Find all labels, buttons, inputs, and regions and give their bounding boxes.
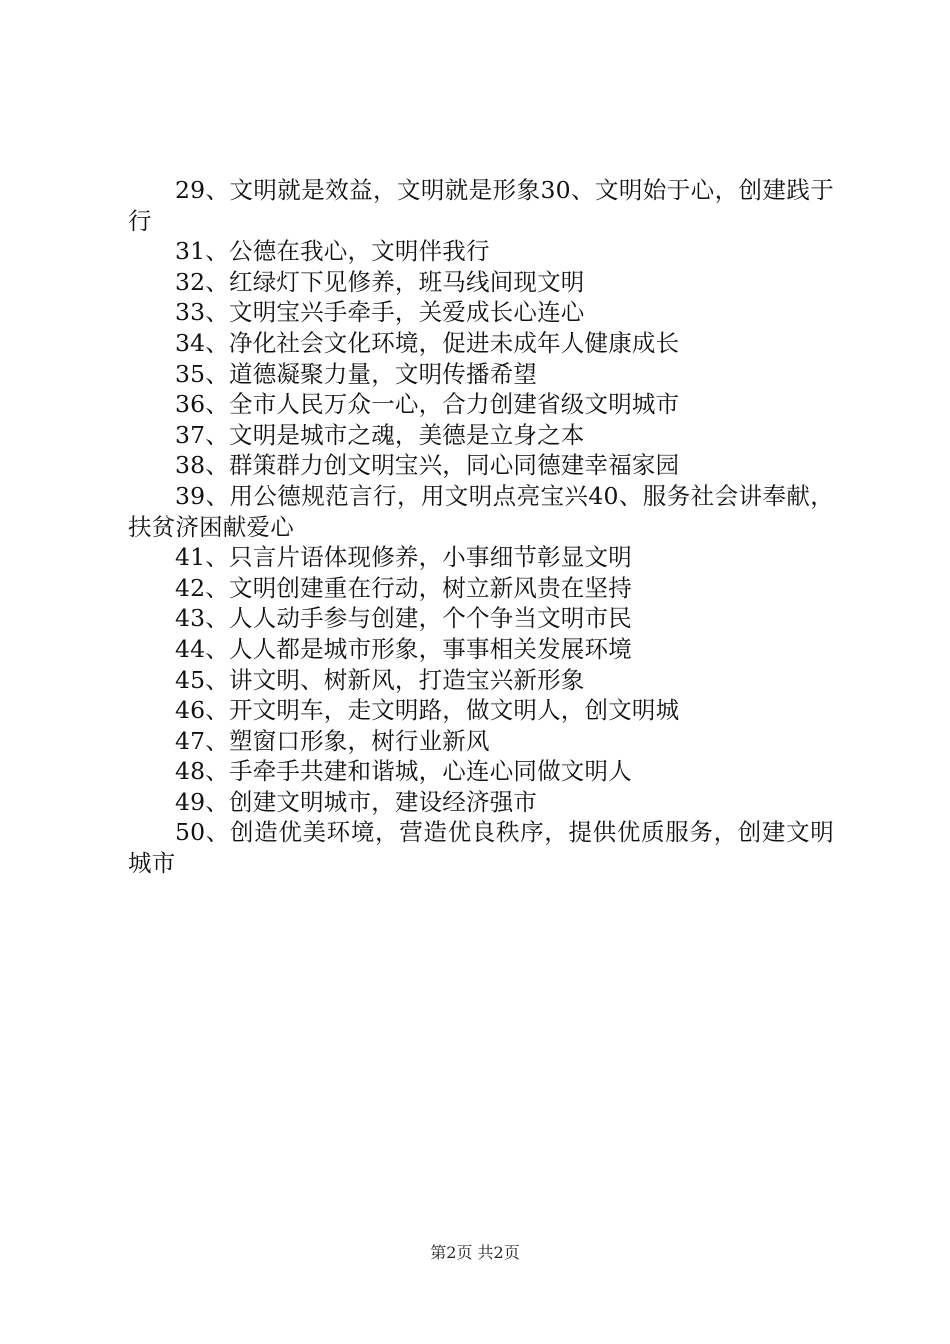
slogan-paragraph: 36、全市人民万众一心，合力创建省级文明城市 <box>175 390 680 419</box>
slogan-paragraph: 48、手牵手共建和谐城，心连心同做文明人 <box>175 757 632 786</box>
slogan-paragraph: 41、只言片语体现修养，小事细节彰显文明 <box>175 543 632 572</box>
slogan-paragraph: 34、净化社会文化环境，促进未成年人健康成长 <box>175 328 680 357</box>
slogan-paragraph: 42、文明创建重在行动，树立新风贵在坚持 <box>175 573 632 602</box>
slogan-paragraph: 33、文明宝兴手牵手，关爱成长心连心 <box>175 298 585 327</box>
slogan-paragraph: 39、用公德规范言行，用文明点亮宝兴40、服务社会讲奉献，扶贫济困献爱心 <box>128 481 834 541</box>
slogan-paragraph: 35、道德凝聚力量，文明传播希望 <box>175 359 538 388</box>
document-body <box>128 175 834 879</box>
slogan-paragraph: 32、红绿灯下见修养，班马线间现文明 <box>175 267 585 296</box>
slogan-paragraph: 38、群策群力创文明宝兴，同心同德建幸福家园 <box>175 451 680 480</box>
page-number: 第2页 <box>430 1243 473 1262</box>
slogan-paragraph: 49、创建文明城市，建设经济强市 <box>175 787 538 816</box>
slogan-paragraph: 43、人人动手参与创建，个个争当文明市民 <box>175 604 632 633</box>
page-footer <box>0 1243 950 1263</box>
slogan-paragraph: 44、人人都是城市形象，事事相关发展环境 <box>175 634 632 663</box>
slogan-paragraph: 50、创造优美环境，营造优良秩序，提供优质服务，创建文明城市 <box>128 818 834 878</box>
slogan-paragraph: 31、公德在我心，文明伴我行 <box>175 237 490 266</box>
slogan-paragraph: 47、塑窗口形象，树行业新风 <box>175 726 490 755</box>
slogan-paragraph: 29、文明就是效益，文明就是形象30、文明始于心，创建践于行 <box>128 176 834 235</box>
slogan-paragraph: 46、开文明车，走文明路，做文明人，创文明城 <box>175 696 680 725</box>
slogan-paragraph: 45、讲文明、树新风，打造宝兴新形象 <box>175 665 585 694</box>
slogan-paragraph: 37、文明是城市之魂，美德是立身之本 <box>175 420 585 449</box>
page-total: 共2页 <box>477 1243 520 1262</box>
